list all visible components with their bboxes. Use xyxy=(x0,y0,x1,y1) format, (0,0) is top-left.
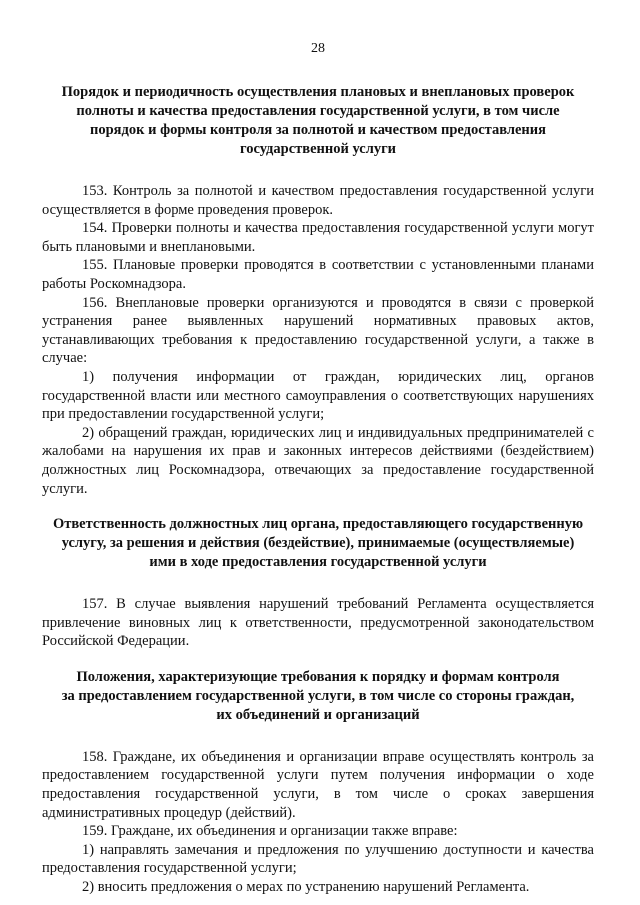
heading-line: Порядок и периодичность осуществления плановых и внеплановых проверок xyxy=(61,84,575,100)
heading-line: государственной услуги xyxy=(239,141,397,157)
heading-line: услугу, за решения и действия (бездействие), принимаемые (осуществляемые) xyxy=(61,535,575,552)
paragraph-154: 154. Проверки полноты и качества предоставления государственной услуги могут быть плановыми и внеплановыми. xyxy=(42,220,594,255)
heading-line: их объединений и организаций xyxy=(216,706,420,723)
spacer xyxy=(42,498,594,515)
paragraph-157: 157. В случае выявления нарушений требований Регламента осуществляется привлечение виновных лиц к ответственности, предусмотренной законодательством Российской Федерации. xyxy=(42,596,594,650)
paragraph-153: 153. Контроль за полнотой и качеством предоставления государственной услуги осуществляется в форме проведения проверок. xyxy=(42,183,594,218)
paragraph-156-item-2: 2) обращений граждан, юридических лиц и индивидуальных предпринимателей с жалобами на нарушения их прав и законных интересов действиями (бездействием) должностных лиц Роскомнадзора, отвечающих за предоставление государственной услуги. xyxy=(42,424,594,497)
heading-line: ими в ходе предоставления государственной услуги xyxy=(149,554,487,571)
paragraph-158: 158. Граждане, их объединения и организации вправе осуществлять контроль за предоставлением государственной услуги путем получения информации о ходе предоставления государственной услуги, в том числе о сроках завершения административных процедур (действий). xyxy=(42,748,594,821)
spacer xyxy=(42,572,594,595)
section-heading-inspections xyxy=(42,83,594,159)
document-page xyxy=(42,40,594,897)
spacer xyxy=(42,725,594,748)
heading-line: Положения, характеризующие требования к порядку и формам контроля xyxy=(76,668,560,685)
paragraph-159: 159. Граждане, их объединения и организации также вправе: xyxy=(82,823,458,840)
section-heading-citizen-control xyxy=(42,668,594,725)
heading-line: за предоставлением государственной услуги, в том числе со стороны граждан, xyxy=(61,687,575,704)
page-number: 28 xyxy=(311,41,325,56)
spacer xyxy=(42,159,594,182)
spacer xyxy=(42,651,594,668)
paragraph-159-item-1: 1) направлять замечания и предложения по улучшению доступности и качества предоставления государственной услуги; xyxy=(42,841,594,877)
paragraph-159-item-2: 2) вносить предложения о мерах по устранению нарушений Регламента. xyxy=(82,879,530,896)
section-heading-responsibility xyxy=(42,515,594,572)
paragraph-156-item-1: 1) получения информации от граждан, юридических лиц, органов государственной власти или местного самоуправления о соответствующих нарушениях при предоставлении государственной услуги; xyxy=(42,368,594,423)
paragraph-155: 155. Плановые проверки проводятся в соответствии с установленными планами работы Роскомнадзора. xyxy=(42,257,594,292)
heading-line: полноты и качества предоставления государственной услуги, в том числе xyxy=(76,103,560,119)
paragraph-156: 156. Внеплановые проверки организуются и проводятся в связи с проверкой устранения ранее выявленных нарушений нормативных правовых актов, устанавливающих требования к предоставлению государственной услуги, а также в случае: xyxy=(42,294,594,367)
heading-line: Ответственность должностных лиц органа, предоставляющего государственную xyxy=(52,516,584,533)
heading-line: порядок и формы контроля за полнотой и качеством предоставления xyxy=(90,122,546,138)
